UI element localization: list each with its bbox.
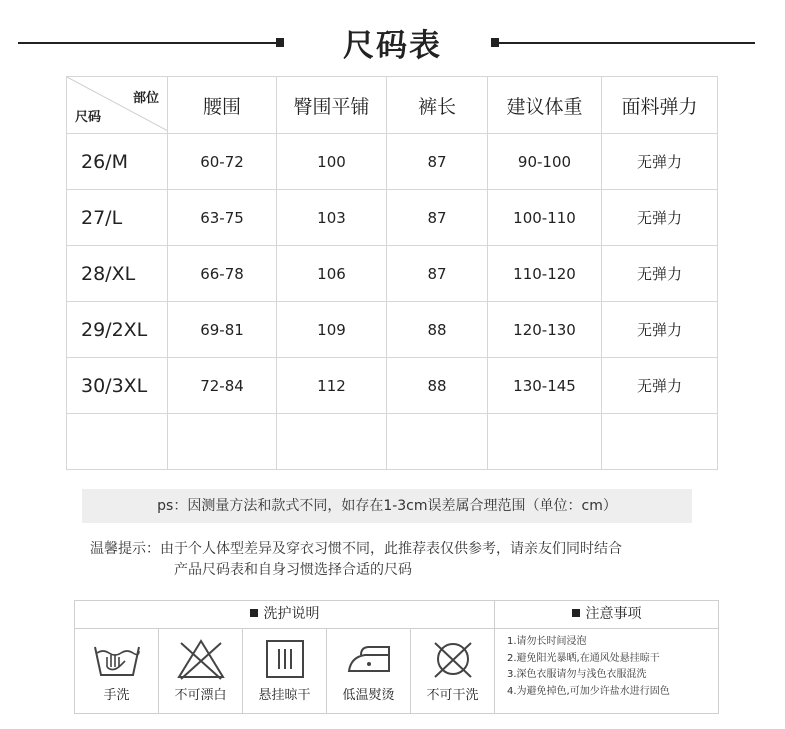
- cell-empty: [387, 414, 488, 470]
- hand-wash-icon: [89, 637, 145, 681]
- square-bullet-icon: [572, 609, 580, 617]
- table-row: [67, 190, 718, 246]
- cell-size: 30/3XL: [67, 358, 168, 414]
- low-iron-icon: [341, 637, 397, 681]
- cell-size: 26/M: [67, 134, 168, 190]
- care-header-left: [75, 601, 495, 629]
- cell-empty: [67, 414, 168, 470]
- cell-weight: 110-120: [488, 246, 602, 302]
- care-label: 手洗: [103, 688, 130, 703]
- cell-stretch: 无弹力: [602, 358, 718, 414]
- cell-empty: [488, 414, 602, 470]
- cell-length: 87: [387, 134, 488, 190]
- cell-waist: 72-84: [168, 358, 277, 414]
- square-bullet-icon: [250, 609, 258, 617]
- care-item-hand-wash: [75, 629, 159, 713]
- care-header-left-label: 洗护说明: [263, 606, 320, 622]
- no-bleach-icon: [173, 637, 229, 681]
- care-item-no-bleach: [159, 629, 243, 713]
- table-header-row: [67, 77, 718, 134]
- cell-empty: [168, 414, 277, 470]
- cell-size: 28/XL: [67, 246, 168, 302]
- cell-stretch: 无弹力: [602, 190, 718, 246]
- corner-top-label: 部位: [132, 91, 159, 106]
- cell-hip: 106: [277, 246, 387, 302]
- care-item-low-iron: [327, 629, 411, 713]
- care-header-right: [495, 601, 718, 629]
- hang-dry-icon: [257, 637, 313, 681]
- cell-length: 87: [387, 190, 488, 246]
- cell-hip: 100: [277, 134, 387, 190]
- note-item: 1.请勿长时间浸泡: [507, 636, 587, 647]
- cell-empty: [277, 414, 387, 470]
- care-label: 悬挂晾干: [258, 688, 311, 703]
- note-item: 4.为避免掉色,可加少许盐水进行固色: [507, 685, 670, 697]
- note-item: 2.避免阳光暴晒,在通风处悬挂晾干: [507, 652, 660, 664]
- table-row: [67, 302, 718, 358]
- care-label: 低温熨烫: [342, 688, 395, 703]
- care-section: [74, 600, 719, 714]
- no-dry-clean-icon: [425, 637, 481, 681]
- header-length: 裤长: [387, 77, 488, 134]
- cell-stretch: 无弹力: [602, 134, 718, 190]
- cell-weight: 130-145: [488, 358, 602, 414]
- cell-length: 87: [387, 246, 488, 302]
- cell-hip: 112: [277, 358, 387, 414]
- table-row: [67, 358, 718, 414]
- cell-weight: 90-100: [488, 134, 602, 190]
- corner-cell: [67, 77, 168, 134]
- table-row: [67, 246, 718, 302]
- cell-empty: [602, 414, 718, 470]
- cell-waist: 69-81: [168, 302, 277, 358]
- cell-weight: 120-130: [488, 302, 602, 358]
- cell-waist: 63-75: [168, 190, 277, 246]
- header-hip: 臀围平铺: [277, 77, 387, 134]
- care-item-no-dry-clean: [411, 629, 494, 713]
- tip-text: [90, 539, 730, 581]
- tip-line-1: 温馨提示：由于个人体型差异及穿衣习惯不同，此推荐表仅供参考，请亲友们同时结合: [90, 541, 622, 557]
- page-title: 尺码表: [343, 28, 442, 64]
- header-waist: 腰围: [168, 77, 277, 134]
- title-bar: [0, 14, 785, 70]
- cell-length: 88: [387, 302, 488, 358]
- cell-length: 88: [387, 358, 488, 414]
- size-table: [66, 76, 718, 470]
- care-icons: [75, 629, 495, 713]
- notes-list: [507, 634, 717, 700]
- corner-bottom-label: 尺码: [75, 110, 102, 125]
- title-rule-right: [497, 42, 755, 44]
- cell-waist: 60-72: [168, 134, 277, 190]
- cell-hip: 103: [277, 190, 387, 246]
- note-item: 3.深色衣服请勿与浅色衣服混洗: [507, 669, 647, 680]
- care-label: 不可漂白: [174, 688, 227, 703]
- table-row: [67, 134, 718, 190]
- cell-stretch: 无弹力: [602, 302, 718, 358]
- header-weight: 建议体重: [488, 77, 602, 134]
- cell-stretch: 无弹力: [602, 246, 718, 302]
- cell-waist: 66-78: [168, 246, 277, 302]
- care-item-hang-dry: [243, 629, 327, 713]
- table-row-empty: [67, 414, 718, 470]
- cell-size: 29/2XL: [67, 302, 168, 358]
- header-stretch: 面料弹力: [602, 77, 718, 134]
- ps-note: ps：因测量方法和款式不同，如存在1-3cm误差属合理范围（单位：cm）: [82, 489, 692, 523]
- cell-size: 27/L: [67, 190, 168, 246]
- care-label: 不可干洗: [426, 688, 479, 703]
- cell-weight: 100-110: [488, 190, 602, 246]
- care-header-right-label: 注意事项: [585, 606, 642, 622]
- cell-hip: 109: [277, 302, 387, 358]
- tip-line-2: 产品尺码表和自身习惯选择合适的尺码: [174, 562, 412, 578]
